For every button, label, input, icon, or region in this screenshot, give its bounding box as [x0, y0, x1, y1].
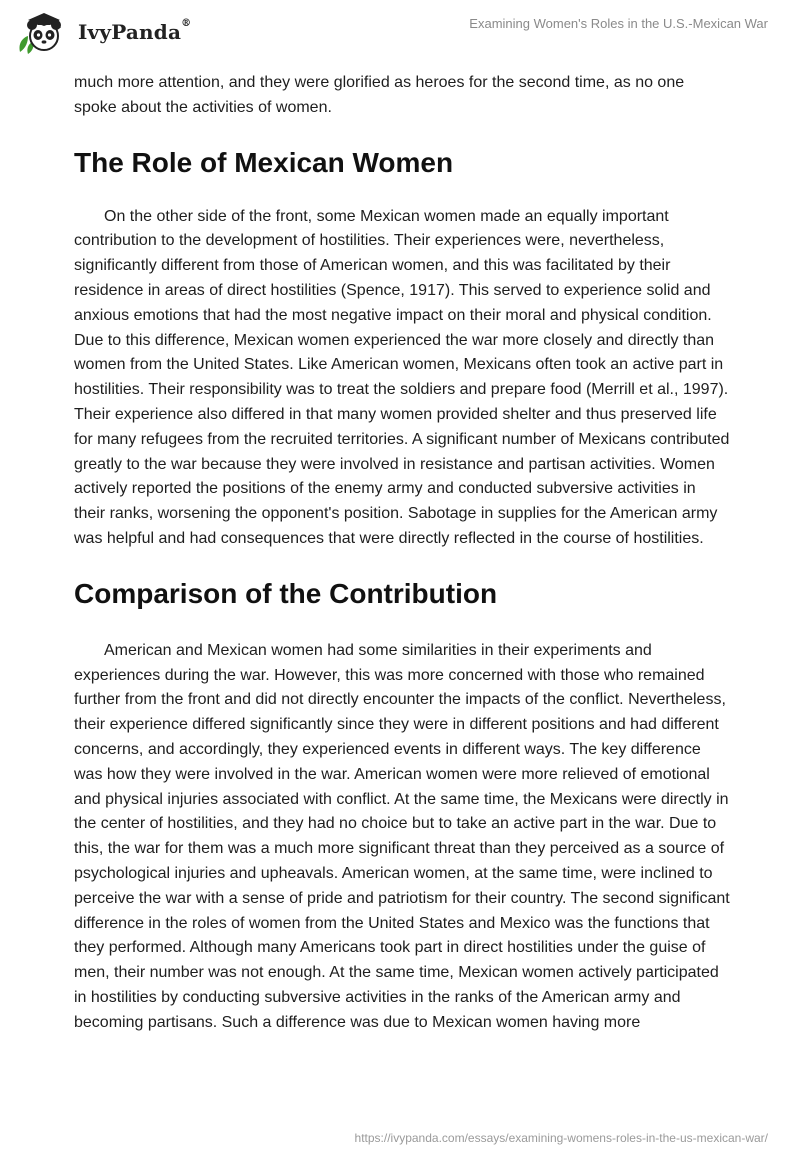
essay-content: [74, 71, 730, 1036]
ivypanda-logo[interactable]: [16, 8, 191, 56]
brand-name: IvyPanda®: [78, 18, 192, 44]
page-header: [0, 0, 800, 64]
section-paragraph-mexican-women: On the other side of the front, some Mexican women made an equally important contribution to the development of hostilities. Their experiences were, nevertheless, significantly different from those of American women, and this was facilitated by their residence in areas of direct hostilities (Spence, 1917). This served to experience solid and anxious emotions that had the most negative impact on their moral and physical condition. Due to this difference, Mexican women experienced the war more closely and directly than women from the United States. Like American women, Mexicans often took an active part in hostilities. Their responsibility was to treat the soldiers and prepare food (Merrill et al., 1997). Their experience also differed in that many women provided shelter and thus preserved life for many refugees from the recruited territories. A significant number of Mexicans contributed greatly to the war because they were involved in resistance and partisan activities. Women actively reported the positions of the enemy army and conducted subversive activities in their ranks, worsening the opponent's position. Sabotage in supplies for the American army was helpful and had consequences that were directly reflected in the course of hostilities.: [74, 207, 730, 547]
section-heading-comparison: Comparison of the Contribution: [74, 577, 498, 609]
section-heading-mexican-women: The Role of Mexican Women: [74, 146, 454, 178]
section-paragraph-comparison: American and Mexican women had some similarities in their experiments and experiences during the war. However, this was more concerned with those who remained further from the front and did not directly encounter the impacts of the conflict. Nevertheless, their experience differed significantly since they were in different positions and had different concerns, and accordingly, they experienced events in different ways. The key difference was how they were involved in the war. American women were more relieved of emotional and physical injuries associated with conflict. At the same time, the Mexicans were directly in the center of hostilities, and they had no choice but to take an active part in the war. Due to this, the war for them was a much more significant threat than they perceived as a source of psychological injuries and upheavals. American women, at the same time, were inclined to perceive the war with a sense of pride and patriotism for their country. The second significant difference in the roles of women from the United States and Mexico was the functions that they performed. Although many Americans took part in direct hostilities under the guise of men, their number was not enough. At the same time, Mexican women actively participated in hostilities by conducting subversive activities in the ranks of the American army and becoming partisans. Such a difference was due to Mexican women having more: [74, 641, 730, 1031]
intro-paragraph: much more attention, and they were glorified as heroes for the second time, as no one spoke about the activities of women.: [74, 74, 685, 116]
document-title: Examining Women's Roles in the U.S.-Mexican War: [469, 16, 768, 31]
panda-graduate-icon: [16, 8, 72, 56]
source-url[interactable]: https://ivypanda.com/essays/examining-womens-roles-in-the-us-mexican-war/: [354, 1131, 768, 1145]
registered-mark: ®: [181, 18, 192, 29]
